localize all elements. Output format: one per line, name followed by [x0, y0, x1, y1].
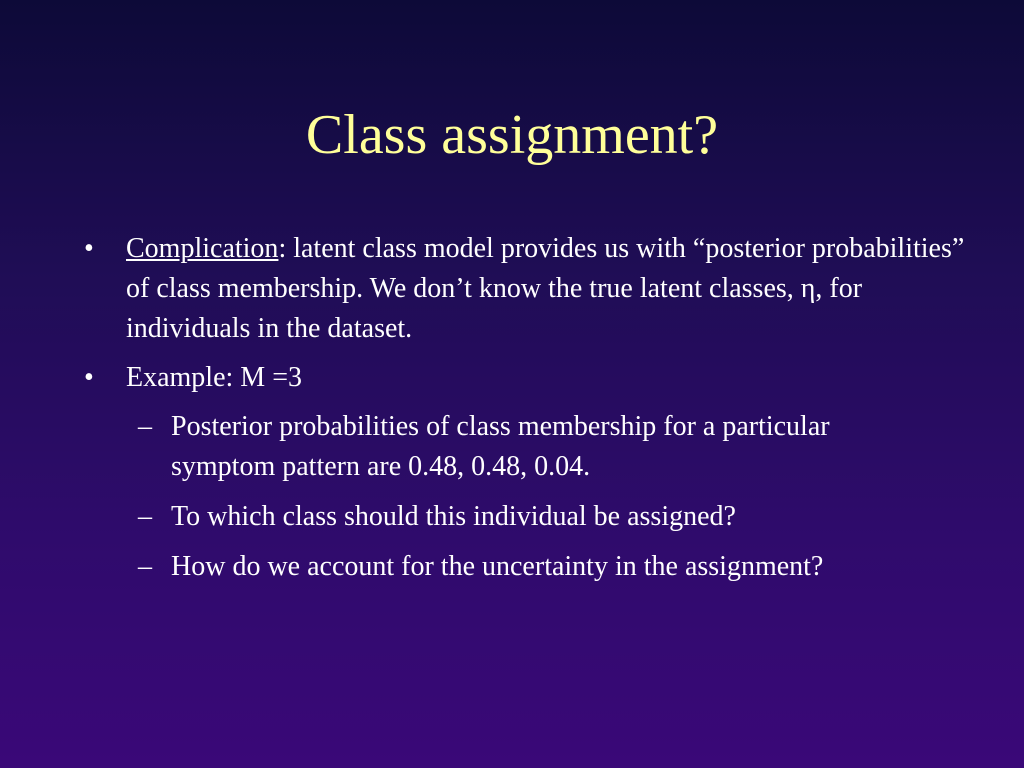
complication-term: Complication — [126, 233, 279, 264]
bullet-complication — [0, 229, 966, 349]
sub-bullet-text: To which class should this individual be assigned? — [171, 501, 736, 532]
dash-marker: – — [138, 411, 152, 442]
complication-text: : latent class model provides us with “posterior probabilities” of class membership. We don’t know the true latent classes, η, for individuals in the dataset. — [126, 233, 965, 344]
slide-body — [0, 229, 1024, 587]
sub-bullet-which-class — [0, 497, 891, 537]
sub-bullet-posterior — [0, 407, 891, 487]
example-text: Example: M =3 — [126, 362, 302, 393]
bullet-marker: • — [84, 362, 94, 393]
slide-title: Class assignment? — [305, 104, 719, 166]
sub-bullet-text: How do we account for the uncertainty in the assignment? — [171, 551, 824, 582]
dash-marker: – — [138, 501, 152, 532]
bullet-marker: • — [84, 233, 94, 264]
sub-bullet-uncertainty — [0, 547, 891, 587]
dash-marker: – — [138, 551, 152, 582]
bullet-example — [0, 358, 966, 398]
sub-bullet-text: Posterior probabilities of class membership for a particular symptom pattern are 0.48, 0.48, 0.04. — [171, 411, 830, 482]
